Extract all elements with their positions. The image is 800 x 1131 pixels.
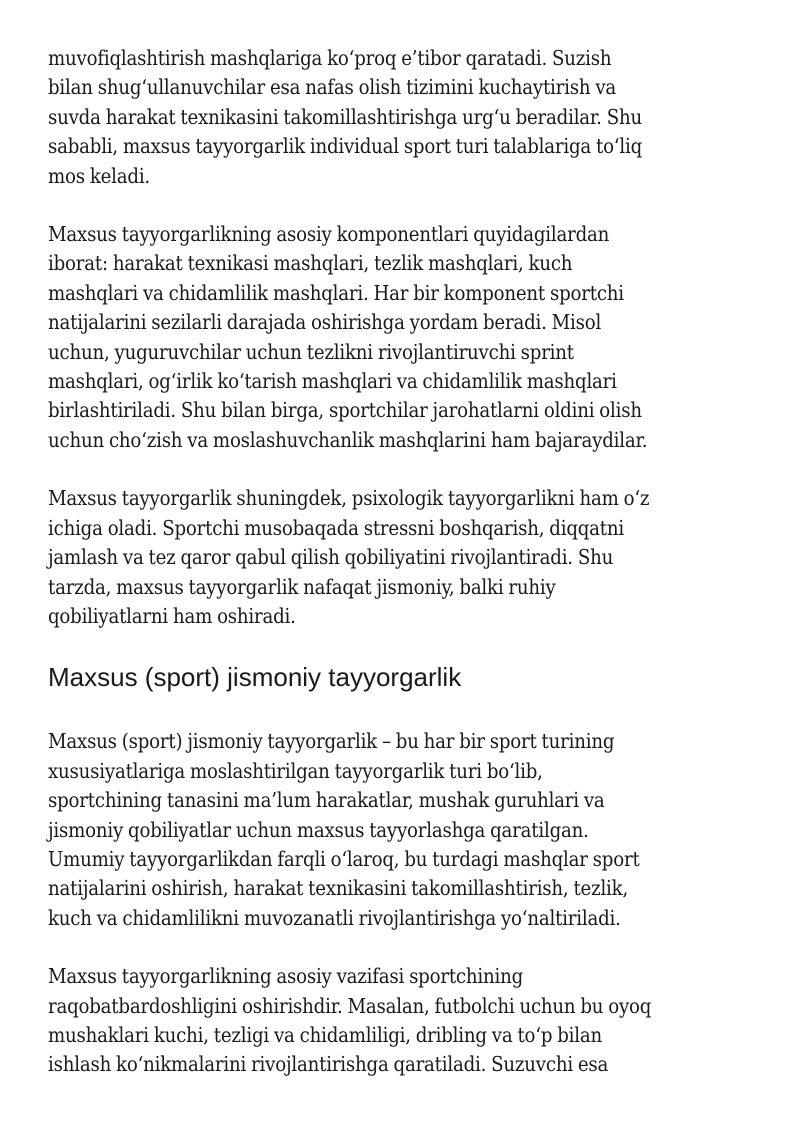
- text-line: mos keladi.: [48, 163, 151, 188]
- text-line: Maxsus tayyorgarlik shuningdek, psixologik tayyorgarlikni ham o‘z: [48, 486, 650, 511]
- text-line: uchun cho‘zish va moslashuvchanlik mashqlarini ham bajaraydilar.: [48, 427, 648, 452]
- text-line: raqobatbardoshligini oshirishdir. Masalan, futbolchi uchun bu oyoq: [48, 993, 652, 1018]
- paragraph-2: [48, 220, 768, 455]
- text-line: mashqlari va chidamlilik mashqlari. Har bir komponent sportchi: [48, 280, 624, 305]
- text-line: suvda harakat texnikasini takomillashtirishga urg‘u beradilar. Shu: [48, 104, 642, 129]
- text-line: sababli, maxsus tayyorgarlik individual sport turi talablariga to‘liq: [48, 134, 643, 159]
- text-line: ichiga oladi. Sportchi musobaqada stressni boshqarish, diqqatni: [48, 515, 624, 540]
- text-line: iborat: harakat texnikasi mashqlari, tezlik mashqlari, kuch: [48, 251, 573, 276]
- text-line: kuch va chidamlilikni muvozanatli rivojlantirishga yo‘naltiriladi.: [48, 905, 621, 930]
- text-line: mushaklari kuchi, tezligi va chidamliligi, dribling va to‘p bilan: [48, 1022, 602, 1047]
- text-line: Maxsus (sport) jismoniy tayyorgarlik – bu har bir sport turining: [48, 729, 615, 754]
- text-line: bilan shug‘ullanuvchilar esa nafas olish tizimini kuchaytirish va: [48, 75, 617, 100]
- text-line: Maxsus tayyorgarlikning asosiy vazifasi sportchining: [48, 964, 524, 989]
- text-line: qobiliyatlarni ham oshiradi.: [48, 603, 296, 628]
- text-line: sportchining tanasini ma’lum harakatlar, mushak guruhlari va: [48, 788, 605, 813]
- text-line: Umumiy tayyorgarlikdan farqli o‘laroq, bu turdagi mashqlar sport: [48, 846, 640, 871]
- section-heading: Maxsus (sport) jismoniy tayyorgarlik: [48, 662, 462, 693]
- paragraph-1: [48, 44, 768, 191]
- text-line: natijalarini oshirish, harakat texnikasini takomillashtirish, tezlik,: [48, 876, 629, 901]
- text-line: xususiyatlariga moslashtirilgan tayyorgarlik turi bo‘lib,: [48, 758, 543, 783]
- text-line: tarzda, maxsus tayyorgarlik nafaqat jismoniy, balki ruhiy: [48, 574, 556, 599]
- text-line: ishlash ko‘nikmalarini rivojlantirishga qaratiladi. Suzuvchi esa: [48, 1052, 609, 1077]
- text-line: jamlash va tez qaror qabul qilish qobiliyatini rivojlantiradi. Shu: [48, 545, 614, 570]
- text-line: muvofiqlashtirish mashqlariga ko‘proq e’tibor qaratadi. Suzish: [48, 46, 612, 70]
- text-line: uchun, yuguruvchilar uchun tezlikni rivojlantiruvchi sprint: [48, 339, 574, 364]
- paragraph-5: [48, 962, 768, 1080]
- document-page: [48, 44, 768, 1080]
- text-line: mashqlari, og‘irlik ko‘tarish mashqlari va chidamlilik mashqlari: [48, 369, 617, 394]
- paragraph-3: [48, 484, 768, 631]
- paragraph-4: [48, 727, 768, 933]
- text-line: birlashtiriladi. Shu bilan birga, sportchilar jarohatlarni oldini olish: [48, 398, 642, 423]
- text-line: jismoniy qobiliyatlar uchun maxsus tayyorlashga qaratilgan.: [48, 817, 589, 842]
- text-line: Maxsus tayyorgarlikning asosiy komponentlari quyidagilardan: [48, 222, 610, 247]
- text-line: natijalarini sezilarli darajada oshirishga yordam beradi. Misol: [48, 310, 602, 335]
